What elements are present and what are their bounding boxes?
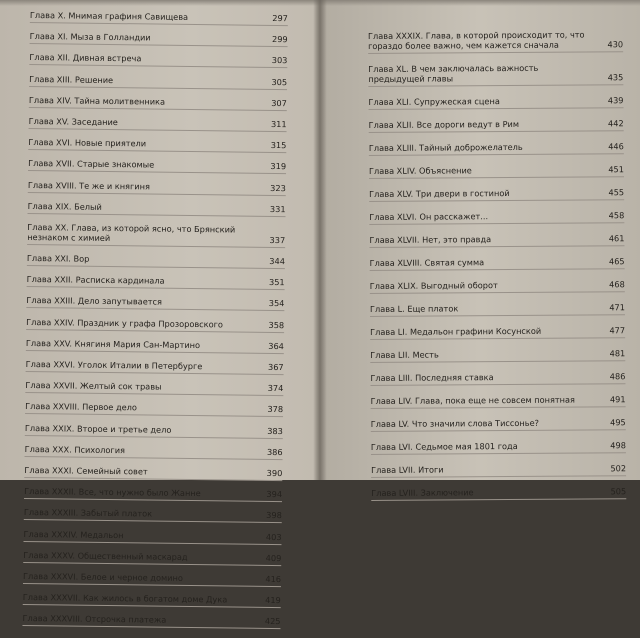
toc-title: Глава XXXVI. Белое и черное домино [23,570,183,583]
toc-entry [28,158,286,174]
toc-title: Глава XXXIX. Глава, в которой происходит то, что гораздо более важно, чем кажется сначала [368,29,585,51]
toc-title: Глава XLVI. Он расскажет... [369,211,489,222]
toc-entry [369,118,624,133]
toc-title: Глава XXIX. Второе и третье дело [24,422,172,435]
toc-title: Глава XXII. Расписка кардинала [26,274,165,286]
toc-page-number: 409 [265,552,282,563]
left-page [0,0,312,627]
toc-page-number: 299 [271,34,288,45]
toc-entry [24,507,282,523]
toc-entry [24,486,282,502]
toc-page-number: 374 [267,383,284,394]
toc-entry [370,348,625,363]
toc-page-number: 303 [271,55,288,66]
toc-page-number: 331 [269,203,286,214]
toc-page-number: 471 [609,302,625,313]
toc-entry [28,201,286,217]
toc-entry [28,179,286,195]
toc-entry [29,95,287,111]
toc-page-number: 430 [607,39,624,50]
toc-entry [368,95,623,110]
toc-entry [26,295,284,311]
toc-page-number: 465 [608,256,625,267]
toc-entry [25,380,283,396]
toc-entry [369,141,624,156]
toc-title: Глава XLVIII. Святая сумма [369,257,485,268]
toc-page-number: 367 [267,361,284,373]
toc-entry [369,210,624,225]
toc-title: Глава XIV. Тайна молитвенника [28,94,166,107]
toc-title: Глава XI. Мыза в Голландии [29,31,151,43]
toc-title: Глава XXV. Княгиня Мария Сан-Мартино [25,337,201,350]
toc-page-number: 498 [610,440,626,451]
toc-title: Глава LVIII. Заключение [371,487,474,498]
toc-entry [30,10,288,26]
toc-page-number: 505 [610,486,627,497]
toc-entry [23,571,281,587]
toc-title: Глава LV. Что значили слова Тиссонье? [370,417,539,429]
toc-title: Глава XII. Дивная встреча [29,52,142,64]
toc-title: Глава XXXII. Все, что нужно было Жанне [24,486,201,499]
toc-page-number: 337 [269,234,286,246]
toc-page-number: 451 [608,164,625,175]
toc-title: Глава XLV. Три двери в гостиной [369,188,510,199]
toc-page-number: 297 [272,12,288,24]
toc-entry [370,256,625,271]
toc-title: Глава LIII. Последняя ставка [370,372,494,383]
toc-page-number: 502 [610,463,627,474]
toc-entry [29,74,287,90]
toc-title: Глава XXXI. Семейный совет [24,464,148,477]
toc-page-number: 394 [266,489,283,500]
toc-entry [369,187,624,202]
toc-page-number: 461 [608,233,625,244]
toc-title: Глава XXVI. Уголок Италии в Петербурге [25,358,203,372]
toc-page-number: 354 [268,298,285,309]
toc-page-number: 386 [266,446,283,457]
toc-page-number: 351 [268,277,285,288]
toc-entry [370,279,625,294]
toc-page-number: 383 [267,425,283,436]
toc-title: Глава XLIV. Объяснение [368,165,472,176]
toc-page-number: 305 [271,76,288,87]
toc-entry [26,317,284,333]
toc-page-number: 435 [607,72,624,83]
toc-entry [369,164,624,179]
toc-page-number: 315 [270,140,287,151]
toc-page-number: 458 [608,210,625,221]
toc-page-number: 455 [608,187,625,198]
toc-entry [27,274,285,290]
toc-page-number: 481 [609,348,626,359]
toc-page-number: 311 [270,118,287,130]
toc-entry [371,440,626,455]
toc-title: Глава XVII. Старые знакомые [28,158,155,170]
toc-entry [371,486,626,501]
toc-entry [368,62,623,87]
toc-entry [26,359,284,375]
toc-entry [369,233,624,248]
toc-title: Глава XXXIV. Медальон [23,528,124,540]
toc-entry [371,394,626,409]
toc-page-number: 446 [608,141,624,152]
toc-entry [23,550,281,566]
toc-entry [25,423,283,439]
toc-entry [371,463,626,478]
toc-page-number: 364 [268,340,284,351]
toc-page-number: 439 [607,95,624,106]
toc-title: Глава XLVII. Нет, это правда [369,234,492,245]
toc-entry [24,465,282,481]
toc-entry [23,592,281,608]
toc-entry [29,116,287,132]
toc-page-number: 486 [609,371,626,382]
toc-title: Глава XV. Заседание [28,115,118,128]
toc-page-number: 390 [266,467,283,479]
toc-title: Глава X. Мнимая графиня Савищева [29,10,189,22]
toc-entry [25,444,283,460]
toc-page-number: 491 [609,394,626,405]
toc-title: Глава XLIX. Выгодный оборот [369,280,498,291]
toc-title: Глава XXXVII. Как жилось в богатом доме Дука [22,592,228,605]
toc-title: Глава LIV. Глава, пока еще не совсем понятная [370,394,575,406]
toc-page-number: 477 [609,325,626,336]
toc-page-number: 358 [268,319,285,330]
toc-page-number: 307 [271,97,287,108]
toc-title: Глава XVIII. Те же и княгиня [27,179,150,191]
toc-page-number: 344 [269,256,286,267]
toc-page-number: 495 [610,417,626,428]
toc-title: Глава XXI. Вор [26,253,90,264]
toc-title: Глава XXXVIII. Отсрочка платежа [22,613,167,625]
toc-title: Глава L. Еще платок [369,303,459,314]
toc-entry [28,137,286,153]
toc-page-number: 319 [270,161,287,172]
toc-list-left [22,10,288,638]
toc-title: Глава LII. Месть [370,349,439,360]
toc-page-number: 378 [267,404,284,415]
toc-title: Глава XL. В чем заключалась важность предыдущей главы [368,62,539,84]
toc-entry [370,371,625,386]
toc-page-number: 442 [607,118,624,129]
toc-entry [27,222,285,248]
toc-entry [25,401,283,417]
toc-entry [30,31,288,47]
toc-title: Глава XXX. Психология [24,443,126,455]
toc-page-number: 468 [609,279,625,290]
toc-title: Глава XLII. Все дороги ведут в Рим [368,118,520,130]
toc-title: Глава XLIII. Тайный доброжелатель [368,141,523,153]
toc-page-number: 425 [264,616,281,627]
toc-title: Глава XIII. Решение [29,73,114,85]
toc-list-right [368,29,626,511]
toc-page-number: 323 [270,182,286,193]
toc-entry [27,253,285,269]
toc-entry [371,417,626,432]
toc-entry [368,29,623,54]
toc-title: Глава LI. Медальон графини Косунской [370,325,542,337]
toc-page-number: 403 [265,531,282,542]
toc-entry [26,338,284,354]
toc-title: Глава XXXIII. Забытый платок [23,507,153,519]
toc-entry [370,302,625,317]
toc-entry [370,325,625,340]
toc-title: Глава XVI. Новые приятели [28,137,147,149]
toc-page-number: 419 [265,594,281,606]
toc-title: Глава XIX. Белый [27,200,102,212]
toc-title: Глава LVI. Седьмое мая 1801 года [370,440,518,452]
book-gutter [313,0,327,480]
toc-title: Глава LVII. Итоги [371,464,444,475]
right-page [328,0,640,498]
toc-page-number: 416 [265,573,282,584]
toc-title: Глава XXIII. Дело запутывается [26,295,163,308]
toc-entry [29,52,287,68]
toc-title: Глава XXVIII. Первое дело [25,401,137,413]
toc-page-number: 398 [266,510,282,521]
toc-title: Глава XX. Глава, из которой ясно, что Брянский незнаком с химией [27,221,236,243]
toc-title: Глава XXVII. Желтый сок травы [25,380,162,392]
toc-title: Глава XLI. Супружеская сцена [368,96,500,107]
toc-title: Глава XXXV. Общественный маскарад [23,549,188,562]
toc-title: Глава XXIV. Праздник у графа Прозоровского [26,316,224,330]
toc-entry [24,528,282,544]
toc-entry [22,613,280,629]
